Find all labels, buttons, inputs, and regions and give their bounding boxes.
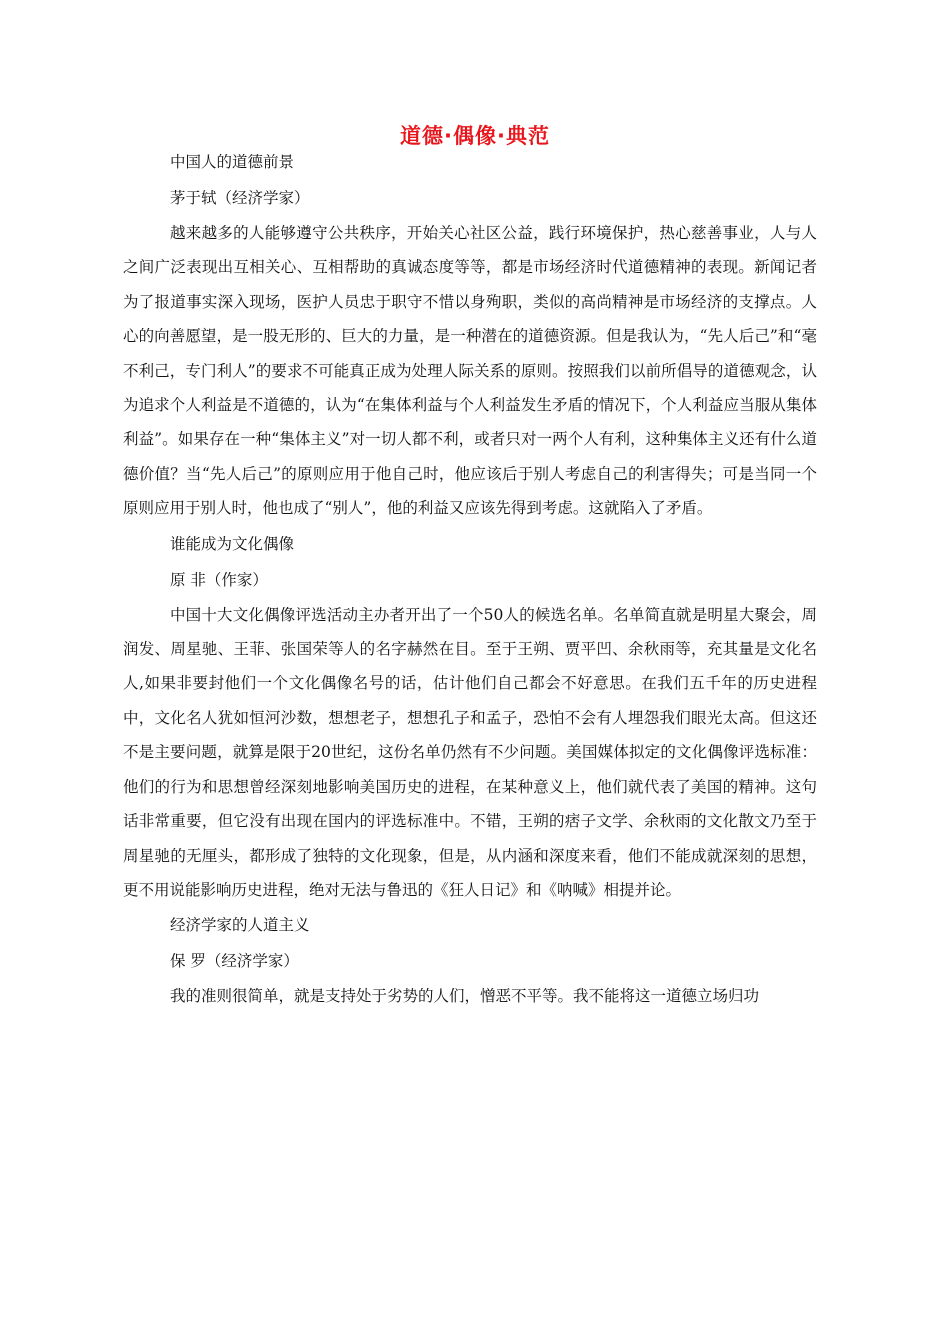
section-heading: 谁能成为文化偶像 — [170, 534, 295, 553]
section-author: 原 非（作家） — [170, 570, 268, 589]
section-paragraph: 中国十大文化偶像评选活动主办者开出了一个50人的候选名单。名单简直就是明星大聚会，周润发、周星驰、王菲、张国荣等人的名字赫然在目。至于王朔、贾平凹、余秋雨等，充其量是文化名人,如果非要封他们一个文化偶像名号的话，估计他们自己都会不好意思。在我们五千年的历史进程中，文化名人犹如恒河沙数，想想老子，想想孔子和孟子，恐怕不会有人埋怨我们眼光太高。但这还不是主要问题，就算是限于20世纪，这份名单仍然有不少问题。美国媒体拟定的文化偶像评选标准：他们的行为和思想曾经深刻地影响美国历史的进程，在某种意义上，他们就代表了美国的精神。这句话非常重要，但它没有出现在国内的评选标准中。不错，王朔的痞子文学、余秋雨的文化散文乃至于周星驰的无厘头，都形成了独特的文化现象，但是，从内涵和深度来看，他们不能成就深刻的思想，更不用说能影响历史进程，绝对无法与鲁迅的《狂人日记》和《呐喊》相提并论。 — [123, 605, 817, 899]
section-paragraph: 我的准则很简单，就是支持处于劣势的人们，憎恶不平等。我不能将这一道德立场归功 — [170, 987, 760, 1006]
section-economist-humanism — [123, 907, 817, 1013]
section-heading: 经济学家的人道主义 — [170, 916, 310, 935]
section-paragraph: 越来越多的人能够遵守公共秩序，开始关心社区公益，践行环境保护，热心慈善事业，人与人之间广泛表现出互相关心、互相帮助的真诚态度等等，都是市场经济时代道德精神的表现。新闻记者为了报道事实深入现场，医护人员忠于职守不惜以身殉职，类似的高尚精神是市场经济的支撑点。人心的向善愿望，是一股无形的、巨大的力量，是一种潜在的道德资源。但是我认为，“先人后己”和“毫不利己，专门利人”的要求不可能真正成为处理人际关系的原则。按照我们以前所倡导的道德观念，认为追求个人利益是不道德的，认为“在集体利益与个人利益发生矛盾的情况下，个人利益应当服从集体利益”。如果存在一种“集体主义”对一切人都不利，或者只对一两个人有利，这种集体主义还有什么道德价值？当“先人后己”的原则应用于他自己时，他应该后于别人考虑自己的利害得失；可是当同一个原则应用于别人时，他也成了“别人”，他的利益又应该先得到考虑。这就陷入了矛盾。 — [123, 224, 817, 518]
section-author: 茅于轼（经济学家） — [170, 189, 310, 207]
section-heading: 中国人的道德前景 — [170, 153, 295, 171]
document-body — [123, 144, 817, 1014]
section-moral-prospect — [123, 144, 817, 526]
section-author: 保 罗（经济学家） — [170, 952, 299, 971]
section-cultural-idol — [123, 526, 817, 908]
document-title: 道德·偶像·典范 — [400, 124, 550, 148]
